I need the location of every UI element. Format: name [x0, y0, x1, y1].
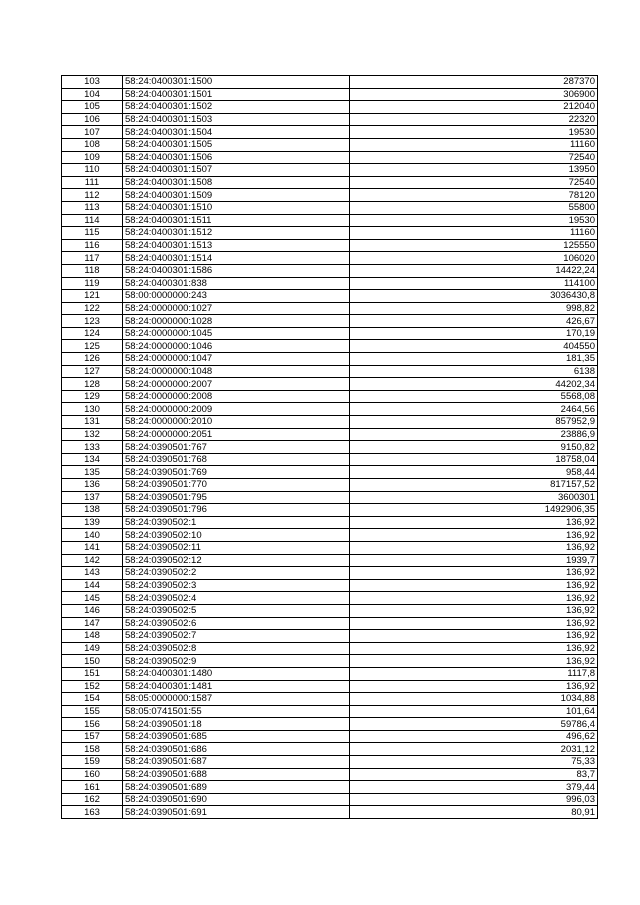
table-row — [62, 579, 598, 592]
cadastral-number-cell: 58:24:0400301:1506 — [123, 151, 350, 164]
table-row — [62, 126, 598, 139]
table-row — [62, 252, 598, 265]
value-cell: 5568,08 — [350, 390, 598, 403]
row-number-cell: 123 — [62, 315, 123, 328]
cadastral-number-cell: 58:24:0390502:6 — [123, 617, 350, 630]
value-cell: 59786,4 — [350, 718, 598, 731]
row-number-cell: 151 — [62, 667, 123, 680]
value-cell: 136,92 — [350, 617, 598, 630]
value-cell: 857952,9 — [350, 416, 598, 429]
row-number-cell: 122 — [62, 302, 123, 315]
value-cell: 72540 — [350, 176, 598, 189]
table-row — [62, 479, 598, 492]
value-cell: 1939,7 — [350, 554, 598, 567]
row-number-cell: 126 — [62, 353, 123, 366]
value-cell: 18758,04 — [350, 453, 598, 466]
table-row — [62, 806, 598, 819]
row-number-cell: 149 — [62, 642, 123, 655]
table-row — [62, 680, 598, 693]
cadastral-number-cell: 58:05:0000000:1587 — [123, 693, 350, 706]
row-number-cell: 103 — [62, 76, 123, 89]
cadastral-number-cell: 58:24:0000000:1046 — [123, 340, 350, 353]
table-row — [62, 718, 598, 731]
cadastral-number-cell: 58:24:0390502:5 — [123, 604, 350, 617]
row-number-cell: 127 — [62, 365, 123, 378]
value-cell: 44202,34 — [350, 378, 598, 391]
table-row — [62, 768, 598, 781]
value-cell: 181,35 — [350, 353, 598, 366]
row-number-cell: 161 — [62, 781, 123, 794]
table-row — [62, 88, 598, 101]
row-number-cell: 111 — [62, 176, 123, 189]
row-number-cell: 115 — [62, 227, 123, 240]
table-row — [62, 201, 598, 214]
cadastral-number-cell: 58:24:0400301:1480 — [123, 667, 350, 680]
row-number-cell: 133 — [62, 441, 123, 454]
value-cell: 136,92 — [350, 630, 598, 643]
value-cell: 998,82 — [350, 302, 598, 315]
table-row — [62, 554, 598, 567]
value-cell: 3600301 — [350, 491, 598, 504]
table-row — [62, 290, 598, 303]
table-row — [62, 781, 598, 794]
cadastral-number-cell: 58:24:0390501:769 — [123, 466, 350, 479]
table-row — [62, 642, 598, 655]
table-row — [62, 138, 598, 151]
value-cell: 55800 — [350, 201, 598, 214]
cadastral-number-cell: 58:24:0390501:770 — [123, 479, 350, 492]
table-row — [62, 453, 598, 466]
cadastral-number-cell: 58:24:0390501:768 — [123, 453, 350, 466]
cadastral-number-cell: 58:24:0400301:1508 — [123, 176, 350, 189]
cadastral-number-cell: 58:24:0390501:796 — [123, 504, 350, 517]
row-number-cell: 134 — [62, 453, 123, 466]
table-row — [62, 277, 598, 290]
value-cell: 136,92 — [350, 516, 598, 529]
row-number-cell: 104 — [62, 88, 123, 101]
cadastral-number-cell: 58:24:0000000:1045 — [123, 327, 350, 340]
row-number-cell: 155 — [62, 705, 123, 718]
value-cell: 136,92 — [350, 579, 598, 592]
table-row — [62, 176, 598, 189]
table-row — [62, 592, 598, 605]
value-cell: 379,44 — [350, 781, 598, 794]
table-row — [62, 516, 598, 529]
cadastral-number-cell: 58:00:0000000:243 — [123, 290, 350, 303]
value-cell: 72540 — [350, 151, 598, 164]
value-cell: 496,62 — [350, 730, 598, 743]
row-number-cell: 156 — [62, 718, 123, 731]
table-row — [62, 164, 598, 177]
row-number-cell: 158 — [62, 743, 123, 756]
value-cell: 19530 — [350, 126, 598, 139]
table-row — [62, 466, 598, 479]
table-row — [62, 793, 598, 806]
cadastral-number-cell: 58:24:0390501:688 — [123, 768, 350, 781]
cadastral-number-cell: 58:24:0390502:2 — [123, 567, 350, 580]
cadastral-number-cell: 58:24:0390501:691 — [123, 806, 350, 819]
value-cell: 11160 — [350, 138, 598, 151]
table-row — [62, 541, 598, 554]
table-row — [62, 604, 598, 617]
cadastral-number-cell: 58:24:0390501:690 — [123, 793, 350, 806]
value-cell: 3036430,8 — [350, 290, 598, 303]
row-number-cell: 118 — [62, 264, 123, 277]
table-row — [62, 189, 598, 202]
table-row — [62, 151, 598, 164]
cadastral-number-cell: 58:24:0400301:1509 — [123, 189, 350, 202]
cadastral-number-cell: 58:24:0400301:1511 — [123, 214, 350, 227]
table-row — [62, 756, 598, 769]
cadastral-number-cell: 58:24:0400301:1500 — [123, 76, 350, 89]
cadastral-number-cell: 58:24:0400301:1510 — [123, 201, 350, 214]
value-cell: 817157,52 — [350, 479, 598, 492]
row-number-cell: 105 — [62, 101, 123, 114]
row-number-cell: 137 — [62, 491, 123, 504]
row-number-cell: 132 — [62, 428, 123, 441]
cadastral-number-cell: 58:24:0400301:838 — [123, 277, 350, 290]
cadastral-number-cell: 58:24:0400301:1502 — [123, 101, 350, 114]
value-cell: 101,64 — [350, 705, 598, 718]
value-cell: 170,19 — [350, 327, 598, 340]
row-number-cell: 130 — [62, 403, 123, 416]
table-row — [62, 630, 598, 643]
cadastral-number-cell: 58:24:0400301:1504 — [123, 126, 350, 139]
table-row — [62, 743, 598, 756]
row-number-cell: 145 — [62, 592, 123, 605]
table-row — [62, 693, 598, 706]
table-body — [62, 76, 598, 819]
value-cell: 14422,24 — [350, 264, 598, 277]
value-cell: 1034,88 — [350, 693, 598, 706]
table-row — [62, 428, 598, 441]
cadastral-number-cell: 58:24:0000000:1028 — [123, 315, 350, 328]
cadastral-number-cell: 58:05:0741501:55 — [123, 705, 350, 718]
value-cell: 136,92 — [350, 680, 598, 693]
row-number-cell: 117 — [62, 252, 123, 265]
table-row — [62, 264, 598, 277]
value-cell: 2464,56 — [350, 403, 598, 416]
row-number-cell: 108 — [62, 138, 123, 151]
table-row — [62, 730, 598, 743]
row-number-cell: 140 — [62, 529, 123, 542]
table-row — [62, 416, 598, 429]
row-number-cell: 113 — [62, 201, 123, 214]
cadastral-number-cell: 58:24:0000000:1048 — [123, 365, 350, 378]
value-cell: 83,7 — [350, 768, 598, 781]
value-cell: 136,92 — [350, 541, 598, 554]
value-cell: 6138 — [350, 365, 598, 378]
table-row — [62, 378, 598, 391]
value-cell: 2031,12 — [350, 743, 598, 756]
row-number-cell: 136 — [62, 479, 123, 492]
row-number-cell: 114 — [62, 214, 123, 227]
row-number-cell: 159 — [62, 756, 123, 769]
table-row — [62, 617, 598, 630]
table-row — [62, 655, 598, 668]
row-number-cell: 148 — [62, 630, 123, 643]
table-row — [62, 340, 598, 353]
cadastral-number-cell: 58:24:0390502:1 — [123, 516, 350, 529]
cadastral-number-cell: 58:24:0400301:1512 — [123, 227, 350, 240]
table-row — [62, 667, 598, 680]
value-cell: 9150,82 — [350, 441, 598, 454]
table-row — [62, 504, 598, 517]
cadastral-number-cell: 58:24:0390502:9 — [123, 655, 350, 668]
row-number-cell: 124 — [62, 327, 123, 340]
cadastral-number-cell: 58:24:0390501:767 — [123, 441, 350, 454]
value-cell: 212040 — [350, 101, 598, 114]
row-number-cell: 110 — [62, 164, 123, 177]
row-number-cell: 142 — [62, 554, 123, 567]
value-cell: 136,92 — [350, 655, 598, 668]
value-cell: 19530 — [350, 214, 598, 227]
row-number-cell: 129 — [62, 390, 123, 403]
row-number-cell: 138 — [62, 504, 123, 517]
value-cell: 80,91 — [350, 806, 598, 819]
value-cell: 22320 — [350, 113, 598, 126]
table-row — [62, 327, 598, 340]
cadastral-number-cell: 58:24:0400301:1507 — [123, 164, 350, 177]
cadastral-number-cell: 58:24:0390501:795 — [123, 491, 350, 504]
cadastral-number-cell: 58:24:0390501:18 — [123, 718, 350, 731]
table-row — [62, 315, 598, 328]
cadastral-number-cell: 58:24:0000000:1047 — [123, 353, 350, 366]
cadastral-number-cell: 58:24:0400301:1501 — [123, 88, 350, 101]
table-row — [62, 302, 598, 315]
value-cell: 426,67 — [350, 315, 598, 328]
row-number-cell: 141 — [62, 541, 123, 554]
value-cell: 1492906,35 — [350, 504, 598, 517]
table-row — [62, 705, 598, 718]
row-number-cell: 106 — [62, 113, 123, 126]
cadastral-number-cell: 58:24:0400301:1505 — [123, 138, 350, 151]
value-cell: 13950 — [350, 164, 598, 177]
row-number-cell: 131 — [62, 416, 123, 429]
cadastral-value-table — [61, 75, 598, 819]
row-number-cell: 121 — [62, 290, 123, 303]
row-number-cell: 135 — [62, 466, 123, 479]
cadastral-number-cell: 58:24:0400301:1503 — [123, 113, 350, 126]
cadastral-number-cell: 58:24:0000000:2010 — [123, 416, 350, 429]
row-number-cell: 160 — [62, 768, 123, 781]
value-cell: 958,44 — [350, 466, 598, 479]
cadastral-number-cell: 58:24:0390501:687 — [123, 756, 350, 769]
value-cell: 125550 — [350, 239, 598, 252]
value-cell: 404550 — [350, 340, 598, 353]
table-row — [62, 101, 598, 114]
value-cell: 114100 — [350, 277, 598, 290]
table-row — [62, 113, 598, 126]
row-number-cell: 150 — [62, 655, 123, 668]
row-number-cell: 112 — [62, 189, 123, 202]
row-number-cell: 119 — [62, 277, 123, 290]
value-cell: 136,92 — [350, 529, 598, 542]
value-cell: 287370 — [350, 76, 598, 89]
cadastral-number-cell: 58:24:0000000:2051 — [123, 428, 350, 441]
cadastral-number-cell: 58:24:0390502:10 — [123, 529, 350, 542]
value-cell: 11160 — [350, 227, 598, 240]
value-cell: 996,03 — [350, 793, 598, 806]
row-number-cell: 162 — [62, 793, 123, 806]
table-row — [62, 239, 598, 252]
cadastral-number-cell: 58:24:0390502:7 — [123, 630, 350, 643]
cadastral-number-cell: 58:24:0000000:2007 — [123, 378, 350, 391]
table-row — [62, 529, 598, 542]
cadastral-number-cell: 58:24:0000000:2008 — [123, 390, 350, 403]
table-row — [62, 365, 598, 378]
row-number-cell: 116 — [62, 239, 123, 252]
row-number-cell: 139 — [62, 516, 123, 529]
row-number-cell: 157 — [62, 730, 123, 743]
table-row — [62, 227, 598, 240]
row-number-cell: 154 — [62, 693, 123, 706]
cadastral-number-cell: 58:24:0390502:12 — [123, 554, 350, 567]
value-cell: 23886,9 — [350, 428, 598, 441]
table-row — [62, 76, 598, 89]
value-cell: 75,33 — [350, 756, 598, 769]
cadastral-number-cell: 58:24:0390501:685 — [123, 730, 350, 743]
row-number-cell: 109 — [62, 151, 123, 164]
table-row — [62, 491, 598, 504]
row-number-cell: 107 — [62, 126, 123, 139]
value-cell: 136,92 — [350, 592, 598, 605]
table-row — [62, 403, 598, 416]
cadastral-number-cell: 58:24:0390502:4 — [123, 592, 350, 605]
cadastral-number-cell: 58:24:0400301:1481 — [123, 680, 350, 693]
cadastral-number-cell: 58:24:0390502:3 — [123, 579, 350, 592]
table-row — [62, 567, 598, 580]
row-number-cell: 147 — [62, 617, 123, 630]
row-number-cell: 152 — [62, 680, 123, 693]
table-row — [62, 441, 598, 454]
value-cell: 78120 — [350, 189, 598, 202]
cadastral-number-cell: 58:24:0400301:1514 — [123, 252, 350, 265]
value-cell: 136,92 — [350, 642, 598, 655]
value-cell: 136,92 — [350, 567, 598, 580]
row-number-cell: 146 — [62, 604, 123, 617]
cadastral-number-cell: 58:24:0390501:689 — [123, 781, 350, 794]
table-row — [62, 390, 598, 403]
cadastral-number-cell: 58:24:0000000:1027 — [123, 302, 350, 315]
value-cell: 106020 — [350, 252, 598, 265]
value-cell: 136,92 — [350, 604, 598, 617]
row-number-cell: 143 — [62, 567, 123, 580]
row-number-cell: 163 — [62, 806, 123, 819]
value-cell: 306900 — [350, 88, 598, 101]
row-number-cell: 125 — [62, 340, 123, 353]
table-row — [62, 214, 598, 227]
value-cell: 1117,8 — [350, 667, 598, 680]
cadastral-number-cell: 58:24:0400301:1513 — [123, 239, 350, 252]
cadastral-number-cell: 58:24:0400301:1586 — [123, 264, 350, 277]
row-number-cell: 128 — [62, 378, 123, 391]
table-row — [62, 353, 598, 366]
cadastral-number-cell: 58:24:0000000:2009 — [123, 403, 350, 416]
row-number-cell: 144 — [62, 579, 123, 592]
cadastral-number-cell: 58:24:0390502:8 — [123, 642, 350, 655]
cadastral-number-cell: 58:24:0390501:686 — [123, 743, 350, 756]
cadastral-number-cell: 58:24:0390502:11 — [123, 541, 350, 554]
